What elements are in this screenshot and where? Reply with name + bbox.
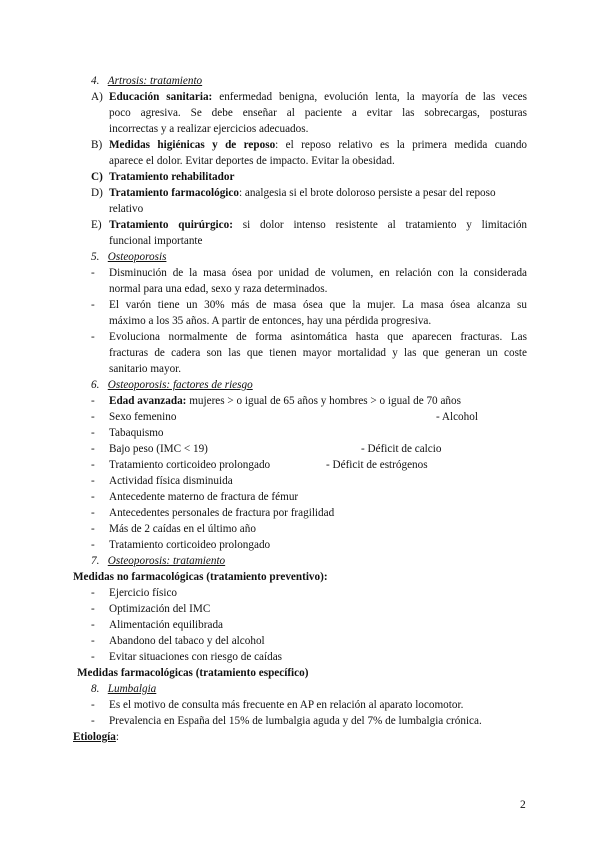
- list-marker-d: D): [91, 187, 103, 199]
- dash-marker: -: [91, 267, 95, 279]
- risk-alcohol: - Alcohol: [436, 411, 478, 423]
- s5-item-2-line-2: máximo a los 35 años. A partir de entonces, hay una pérdida progresiva.: [109, 315, 432, 327]
- risk-item: Tratamiento corticoideo prolongado: [109, 539, 271, 551]
- no-farm-item: Optimización del IMC: [109, 603, 211, 615]
- dash-marker: -: [91, 395, 95, 407]
- dash-marker: -: [91, 635, 95, 647]
- dash-marker: -: [91, 587, 95, 599]
- dash-marker: -: [91, 427, 95, 439]
- section-6-heading: 6. Osteoporosis: factores de riesgo: [91, 379, 253, 391]
- lumbalgia-item: Prevalencia en España del 15% de lumbalgia aguda y del 7% de lumbalgia crónica.: [109, 715, 482, 727]
- item-a-line-1: Educación sanitaria: enfermedad benigna, evolución lenta, la mayoría de las veces: [109, 91, 527, 103]
- risk-item: Antecedente materno de fractura de fémur: [109, 491, 299, 503]
- risk-sexo: Sexo femenino: [109, 411, 177, 423]
- s5-item-1-line-1: Disminución de la masa ósea por unidad de volumen, en relación con la considerada: [109, 267, 527, 279]
- item-a-line-3: incorrectas y a realizar ejercicios adecuados.: [109, 123, 309, 135]
- risk-corticoideo: Tratamiento corticoideo prolongado: [109, 459, 271, 471]
- farm-heading: Medidas farmacológicas (tratamiento específico): [77, 667, 309, 679]
- item-d-line-2: relativo: [109, 203, 144, 215]
- dash-marker: -: [91, 715, 95, 727]
- risk-tabaquismo: Tabaquismo: [109, 427, 164, 439]
- dash-marker: -: [91, 459, 95, 471]
- no-farm-item: Alimentación equilibrada: [109, 619, 224, 631]
- item-e-line-2: funcional importante: [109, 235, 203, 247]
- dash-marker: -: [91, 475, 95, 487]
- dash-marker: -: [91, 619, 95, 631]
- item-d-line-1: Tratamiento farmacológico: analgesia si el brote doloroso persiste a pesar del reposo: [109, 187, 496, 199]
- s5-item-1-line-2: normal para una edad, sexo y raza determinados.: [109, 283, 328, 295]
- item-b-line-2: aparece el dolor. Evitar deportes de impacto. Evitar la obesidad.: [109, 155, 395, 167]
- dash-marker: -: [91, 539, 95, 551]
- list-marker-c: C): [91, 171, 103, 183]
- risk-item: Actividad física disminuida: [109, 475, 233, 487]
- lumbalgia-item: Es el motivo de consulta más frecuente en AP en relación al aparato locomotor.: [109, 699, 464, 711]
- risk-age: Edad avanzada: mujeres > o igual de 65 años y hombres > o igual de 70 años: [109, 395, 461, 407]
- no-farm-item: Ejercicio físico: [109, 587, 178, 599]
- dash-marker: -: [91, 299, 95, 311]
- list-marker-b: B): [91, 139, 103, 151]
- dash-marker: -: [91, 331, 95, 343]
- risk-calcio: - Déficit de calcio: [361, 443, 442, 455]
- dash-marker: -: [91, 651, 95, 663]
- s5-item-2-line-1: El varón tiene un 30% más de masa ósea que la mujer. La masa ósea alcanza su: [109, 299, 527, 311]
- section-4-heading: 4. Artrosis: tratamiento: [91, 75, 203, 87]
- dash-marker: -: [91, 443, 95, 455]
- item-e-line-1: Tratamiento quirúrgico: si dolor intenso resistente al tratamiento y limitación: [109, 219, 528, 231]
- s5-item-3-line-3: sanitario mayor.: [109, 363, 182, 375]
- section-7-heading: 7. Osteoporosis: tratamiento: [91, 555, 226, 567]
- section-8-heading: 8. Lumbalgia: [91, 683, 157, 695]
- list-marker-a: A): [91, 91, 103, 103]
- dash-marker: -: [91, 699, 95, 711]
- no-farm-item: Abandono del tabaco y del alcohol: [109, 635, 265, 647]
- dash-marker: -: [91, 411, 95, 423]
- s5-item-3-line-1: Evoluciona normalmente de forma asintomática hasta que aparecen fracturas. Las: [109, 331, 527, 343]
- risk-item: Más de 2 caídas en el último año: [109, 523, 256, 535]
- no-farm-item: Evitar situaciones con riesgo de caídas: [109, 651, 283, 663]
- item-c: Tratamiento rehabilitador: [109, 171, 235, 183]
- item-b-line-1: Medidas higiénicas y de reposo: el reposo relativo es la primera medida cuando: [109, 139, 528, 151]
- dash-marker: -: [91, 523, 95, 535]
- page-number: 2: [520, 799, 526, 811]
- risk-estrogenos: - Déficit de estrógenos: [326, 459, 428, 471]
- etiologia-heading: Etiología:: [73, 731, 119, 743]
- no-farm-heading: Medidas no farmacológicas (tratamiento preventivo):: [73, 571, 328, 583]
- risk-item: Antecedentes personales de fractura por fragilidad: [109, 507, 335, 519]
- dash-marker: -: [91, 507, 95, 519]
- dash-marker: -: [91, 491, 95, 503]
- risk-bajo-peso: Bajo peso (IMC < 19): [109, 443, 208, 455]
- s5-item-3-line-2: fracturas de cadera son las que tienen mayor mortalidad y las que generan un coste: [109, 347, 527, 359]
- dash-marker: -: [91, 603, 95, 615]
- item-a-line-2: poco agresiva. Se debe enseñar al paciente a evitar las sobrecargas, posturas: [109, 107, 527, 119]
- list-marker-e: E): [91, 219, 102, 231]
- section-5-heading: 5. Osteoporosis: [91, 251, 167, 263]
